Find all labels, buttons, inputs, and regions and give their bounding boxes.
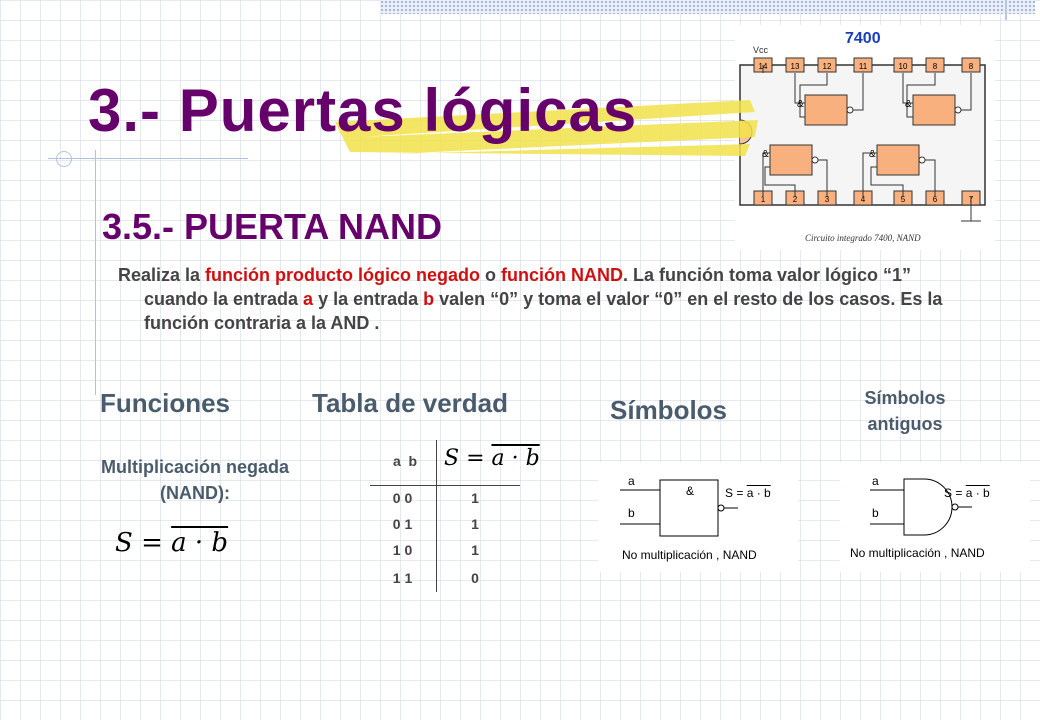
nand-caption: No multiplicación , NAND (622, 548, 757, 562)
highlight-term: función producto lógico negado (205, 265, 481, 285)
input-a-label: a (628, 474, 635, 488)
truth-table-row-ab: 1 0 (392, 542, 413, 558)
chip-pin-number: 12 (822, 62, 832, 71)
truth-table (370, 440, 540, 595)
input-b-label: b (872, 506, 879, 520)
truth-table-vline (436, 440, 437, 592)
truth-table-row-ab: 0 0 (392, 490, 413, 506)
chip-pin-number: 13 (790, 62, 800, 71)
truth-table-row-s: 1 (471, 542, 479, 558)
description-paragraph: Realiza la función producto lógico negado o función NAND. La función toma valor lógico “1” cuando la entrada a y la entrada b valen “0” y toma el valor “0” en el resto de los casos. Es la función contraria a la AND . (118, 265, 943, 333)
highlight-term: a (303, 289, 314, 309)
chip-gate-label: & (762, 149, 769, 160)
slide-title: 3.- Puertas lógicas (88, 77, 638, 144)
chip-vcc-label: Vcc (753, 45, 769, 55)
chip-pin-number: 6 (932, 195, 938, 204)
decorative-top-line (1005, 0, 1007, 20)
decorative-circle (56, 151, 72, 167)
chip-pin-number: 2 (792, 195, 798, 204)
nand-symbol-iec (598, 462, 798, 572)
input-a-label: a (872, 474, 879, 488)
truth-table-inputs-header: a b (392, 453, 418, 469)
chip-pin-number: 10 (898, 62, 908, 71)
chip-pin-number: 8 (968, 62, 974, 71)
section-subtitle: 3.5.- PUERTA NAND (102, 206, 443, 247)
chip-gate-label: & (869, 149, 876, 160)
tabla-header: Tabla de verdad (312, 388, 509, 418)
chip-pin-number: 7 (968, 195, 974, 204)
truth-table-row-s: 1 (471, 490, 479, 506)
highlight-term: función NAND (501, 265, 624, 285)
chip-pin-number: 8 (932, 62, 938, 71)
truth-table-output-header: S = a · b (444, 446, 540, 471)
input-b-label: b (628, 506, 635, 520)
chip-pin-number: 5 (900, 195, 906, 204)
simbolos-header: Símbolos (610, 395, 728, 425)
funciones-label: Multiplicación negada (NAND): (100, 457, 290, 503)
gate-and-symbol: & (686, 484, 695, 498)
truth-table-row-ab: 0 1 (392, 516, 413, 532)
chip-pin-number: 4 (860, 195, 866, 204)
chip-pin-number: 3 (824, 195, 830, 204)
decorative-top-bar (380, 0, 1035, 14)
truth-table-row-s: 1 (471, 516, 479, 532)
funciones-header: Funciones (100, 388, 231, 418)
funciones-formula: S = a · b (115, 528, 229, 558)
chip-name: 7400 (845, 30, 881, 47)
antiguos-header: Símbolos antiguos (864, 388, 946, 434)
decorative-vertical-line (95, 150, 96, 395)
decorative-horizontal-line (48, 158, 248, 159)
nand-caption: No multiplicación , NAND (850, 546, 985, 560)
highlight-term: b (423, 289, 435, 309)
truth-table-hline (370, 485, 520, 486)
truth-table-row-s: 0 (471, 570, 479, 586)
chip-gate-label: & (797, 99, 804, 110)
chip-pin-number: 1 (760, 195, 766, 204)
chip-7400-diagram (735, 25, 995, 250)
chip-pin-number: 14 (758, 62, 768, 71)
nand-symbol-ansi (840, 462, 1030, 572)
chip-gate-label: & (905, 99, 912, 110)
output-equation: S = a · b (944, 486, 990, 500)
output-equation: S = a · b (725, 486, 771, 500)
chip-pin-number: 11 (858, 62, 868, 71)
chip-caption: Circuito integrado 7400, NAND (805, 233, 921, 243)
truth-table-row-ab: 1 1 (392, 570, 413, 586)
